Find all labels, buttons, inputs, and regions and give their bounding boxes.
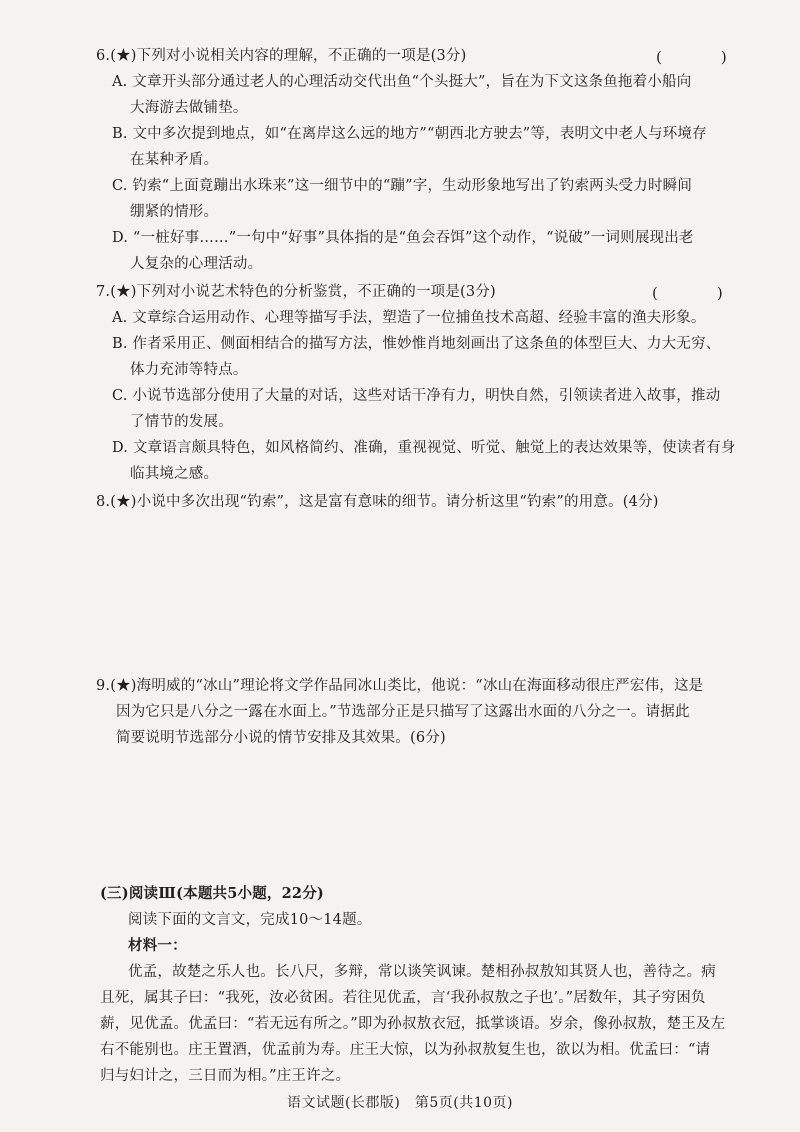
question-6-stem: 6.(★)下列对小说相关内容的理解，不正确的一项是(3分) [96,48,467,64]
reading-3-instruction: 阅读下面的文言文，完成10～14题。 [128,912,372,928]
question-7-stem: 7.(★)下列对小说艺术特色的分析鉴赏，不正确的一项是(3分) [96,284,496,300]
passage-line-2: 且死，属其子曰：“我死，汝必贫困。若往见优孟，言‘我孙叔敖之子也’。”居数年，其子穷困负 [100,990,706,1006]
question-6-option-d-line1: D. “一桩好事……”一句中“好事”具体指的是“鱼会吞饵”这个动作，“说破”一词则展现出老 [112,230,694,246]
question-7-option-a-line1: A. 文章综合运用动作、心理等描写手法，塑造了一位捕鱼技术高超、经验丰富的渔夫形象。 [112,310,706,326]
question-6-option-b-line1: B. 文中多次提到地点，如“在离岸这么远的地方”“朝西北方驶去”等，表明文中老人与环境存 [112,126,707,142]
question-7-option-c-line1: C. 小说节选部分使用了大量的对话，这些对话干净有力，明快自然，引领读者进入故事，推动 [112,388,721,404]
passage-line-1: 优孟，故楚之乐人也。长八尺，多辩，常以谈笑讽谏。楚相孙叔敖知其贤人也，善待之。病 [128,964,716,980]
question-9-line2: 因为它只是八分之一露在水面上。”节选部分正是只描写了这露出水面的八分之一。请据此 [116,704,690,720]
question-9-line3: 简要说明节选部分小说的情节安排及其效果。(6分) [116,730,446,746]
question-6-option-a-line1: A. 文章开头部分通过老人的心理活动交代出鱼“个头挺大”，旨在为下文这条鱼拖着小船向 [112,74,692,90]
question-6-option-b-line2: 在某种矛盾。 [130,152,219,168]
material-1-label: 材料一： [128,937,187,954]
passage-line-5: 归与妇计之，三日而为相。”庄王许之。 [100,1068,351,1084]
page-footer: 语文试题(长郡版) 第5页(共10页) [286,1095,514,1111]
question-6-option-d-line2: 人复杂的心理活动。 [130,256,263,272]
question-8-answer-area[interactable] [96,520,706,660]
question-7-answer-paren: ( ) [652,284,745,302]
question-6-option-c-line1: C. 钓索“上面竟蹦出水珠来”这一细节中的“蹦”字，生动形象地写出了钓索两头受力时瞬间 [112,178,693,194]
question-7-option-c-line2: 了情节的发展。 [130,414,233,430]
question-6-option-c-line2: 绷紧的情形。 [130,204,219,220]
passage-line-3: 薪，见优孟。优孟曰：“若无远有所之。”即为孙叔敖衣冠，抵掌谈语。岁余，像孙叔敖，楚王及左 [100,1016,726,1032]
question-7-option-b-line2: 体力充沛等特点。 [130,362,248,378]
question-8-stem: 8.(★)小说中多次出现“钓索”，这是富有意味的细节。请分析这里“钓索”的用意。(4分) [96,494,659,510]
question-7-option-b-line1: B. 作者采用正、侧面相结合的描写方法，惟妙惟肖地刻画出了这条鱼的体型巨大、力大无穷、 [112,336,721,352]
question-9-answer-area[interactable] [96,756,706,876]
question-9-line1: 9.(★)海明威的“冰山”理论将文学作品同冰山类比，他说：“冰山在海面移动很庄严宏伟，这是 [96,678,704,694]
passage-line-4: 右不能别也。庄王置酒，优孟前为寿。庄王大惊，以为孙叔敖复生也，欲以为相。优孟曰：“请 [100,1042,711,1058]
question-7-option-d-line2: 临其境之感。 [130,466,219,482]
question-6-answer-paren: ( ) [656,48,749,66]
question-7-option-d-line1: D. 文章语言颇具特色，如风格简约、准确，重视视觉、听觉、触觉上的表达效果等，使读者有身 [112,440,736,456]
question-6-option-a-line2: 大海游去做铺垫。 [130,100,248,116]
reading-3-heading: (三)阅读Ⅲ(本题共5小题，22分) [100,885,324,902]
